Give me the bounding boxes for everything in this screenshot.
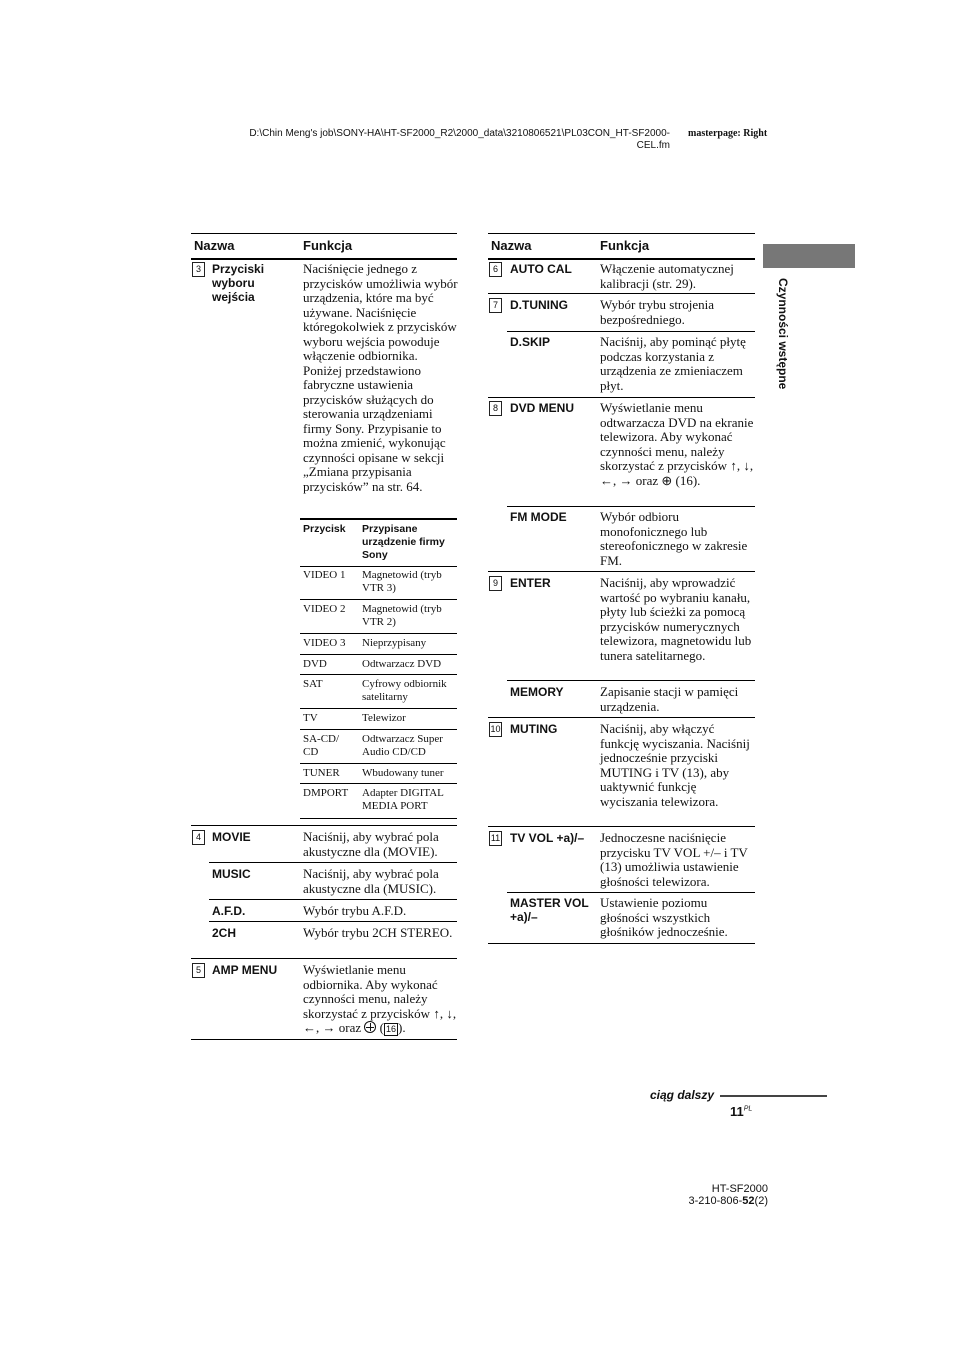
item-description: Naciśnij, aby wprowadzić wartość po wybraniu kanału, płyty lub ścieżki za pomocą przycisków numerycznych telewizora, magnetowidu lub tunera satelitarnego.: [600, 575, 752, 663]
item-name: MUSIC: [212, 867, 251, 881]
subtable-key: VIDEO 1: [303, 569, 346, 581]
item-name: DVD MENU: [510, 401, 575, 415]
col-function-header: Funkcja: [303, 238, 353, 253]
item-description: Naciśnięcie jednego z przycisków umożliwia wybór urządzenia, które ma być używane. Naciśnięcie któregokolwiek z przycisków wyboru wejścia powoduje włączenie odbiornika. Poniżej przedstawiono fabryczne ustawienia przycisków służących do sterowania urządzeniami firmy Sony. Przypisanie to można zmienić, wykonując czynności opisane w sekcji „Zmiana przypisania przycisków” na str. 64.: [303, 261, 458, 494]
item-name: D.TUNING: [510, 298, 568, 312]
model-code: HT-SF2000 3-210-806-52(2): [688, 1183, 768, 1207]
subtable-key: TV: [303, 712, 318, 724]
col-name-header: Nazwa: [194, 238, 235, 253]
subtable-key: SAT: [303, 678, 323, 690]
item-description: Naciśnij, aby wybrać pola akustyczne dla (MUSIC).: [303, 866, 439, 896]
subtable-value: Telewizor: [362, 712, 406, 724]
item-description: Wybór trybu 2CH STEREO.: [303, 925, 453, 940]
item-description: Naciśnij, aby włączyć funkcję wyciszania. Naciśnij jednocześnie przyciski MUTING i TV (13), aby uaktywnić funkcję wyciszania telewizora.: [600, 721, 750, 809]
item-description: Wybór odbioru monofonicznego lub stereofonicznego w zakresie FM.: [600, 509, 748, 568]
page-number: $11^{PL}$: [730, 1104, 753, 1119]
continued-label: ciąg dalszy: [650, 1088, 715, 1102]
item-name: MOVIE: [212, 830, 251, 844]
right-table-header: [488, 233, 755, 260]
item-description: Włączenie automatycznej kalibracji (str. 29).: [600, 261, 734, 291]
item-description: Naciśnij, aby wybrać pola akustyczne dla (MOVIE).: [303, 829, 439, 859]
item-number: 9: [489, 576, 502, 591]
item-description: Jednoczesne naciśnięcie przycisku TV VOL +/– i TV (13) umożliwia ustawienie głośności telewizora.: [600, 830, 748, 889]
item-name: MASTER VOL +a)/–: [510, 896, 589, 924]
item-description: Ustawienie poziomu głośności wszystkich głośników jednocześnie.: [600, 895, 728, 939]
masterpage-label: masterpage: Right: [688, 128, 768, 139]
subtable-header-device: Przypisane urządzenie firmy Sony: [362, 523, 445, 561]
subtable-key: DVD: [303, 658, 327, 670]
item-name: TV VOL +a)/–: [510, 831, 585, 845]
item-name: FM MODE: [510, 510, 567, 524]
item-number: 8: [489, 401, 502, 416]
item-description: Wyświetlanie menu odbiornika. Aby wykonać czynności menu, należy skorzystać z przycisków ↑, ↓, ←, → oraz ( 16 ).: [303, 962, 457, 1035]
section-tab: [763, 244, 855, 268]
item-number: 10: [489, 722, 502, 737]
item-name: AUTO CAL: [510, 262, 572, 276]
subtable-key: TUNER: [303, 767, 340, 779]
subtable-value: Wbudowany tuner: [362, 767, 444, 779]
section-label: Czynności wstępne: [776, 278, 790, 390]
item-name: MEMORY: [510, 685, 564, 699]
col-function-header: Funkcja: [600, 238, 650, 253]
enter-icon: [364, 1021, 376, 1033]
item-number: 7: [489, 298, 502, 313]
item-name: D.SKIP: [510, 335, 551, 349]
item-name: ENTER: [510, 576, 551, 590]
left-table-header: [191, 233, 457, 260]
subtable-value: Magnetowid (tryb VTR 2): [362, 603, 442, 628]
subtable-value: Cyfrowy odbiornik satelitarny: [362, 678, 447, 703]
subtable-key: DMPORT: [303, 787, 349, 799]
item-number: 6: [489, 262, 502, 277]
item-description: Naciśnij, aby pominąć płytę podczas korzystania z urządzenia ze zmieniaczem płyt.: [600, 334, 746, 393]
continued-rule: [720, 1095, 827, 1097]
item-description: Wyświetlanie menu odtwarzacza DVD na ekranie telewizora. Aby wykonać czynności menu, należy skorzystać z przycisków ↑, ↓, ←, → oraz ⊕ (16).: [600, 400, 754, 488]
subtable-value: Nieprzypisany: [362, 637, 427, 649]
item-description: Wybór trybu strojenia bezpośredniego.: [600, 297, 715, 327]
item-number: 11: [489, 831, 502, 846]
subtable-value: Odtwarzacz DVD: [362, 658, 442, 670]
item-name: Przyciski wyboru wejścia: [212, 262, 265, 304]
item-number: 3: [192, 262, 205, 277]
item-name: AMP MENU: [212, 963, 278, 977]
subtable-key: SA-CD/ CD: [303, 733, 340, 758]
item-name: A.F.D.: [212, 904, 246, 918]
subtable-key: VIDEO 3: [303, 637, 346, 649]
subtable-value: Magnetowid (tryb VTR 3): [362, 569, 442, 594]
subtable-key: VIDEO 2: [303, 603, 346, 615]
reference-number: 16: [385, 1024, 396, 1034]
subtable-value: Odtwarzacz Super Audio CD/CD: [362, 733, 443, 758]
item-name: 2CH: [212, 926, 237, 940]
item-description: Wybór trybu A.F.D.: [303, 903, 407, 918]
file-path: D:\Chin Meng's job\SONY-HA\HT-SF2000_R2\2000_data\3210806521\PL03CON_HT-SF2000- CEL.fm: [249, 128, 670, 151]
subtable-header-button: Przycisk: [303, 523, 346, 535]
item-name: MUTING: [510, 722, 558, 736]
item-number: 4: [192, 830, 205, 845]
item-description: Zapisanie stacji w pamięci urządzenia.: [600, 684, 739, 714]
col-name-header: Nazwa: [491, 238, 532, 253]
arrow-keys-icon: ↑, ↓, ←, →: [303, 1005, 457, 1035]
item-number: 5: [192, 963, 205, 978]
subtable-value: Adapter DIGITAL MEDIA PORT: [362, 787, 444, 812]
